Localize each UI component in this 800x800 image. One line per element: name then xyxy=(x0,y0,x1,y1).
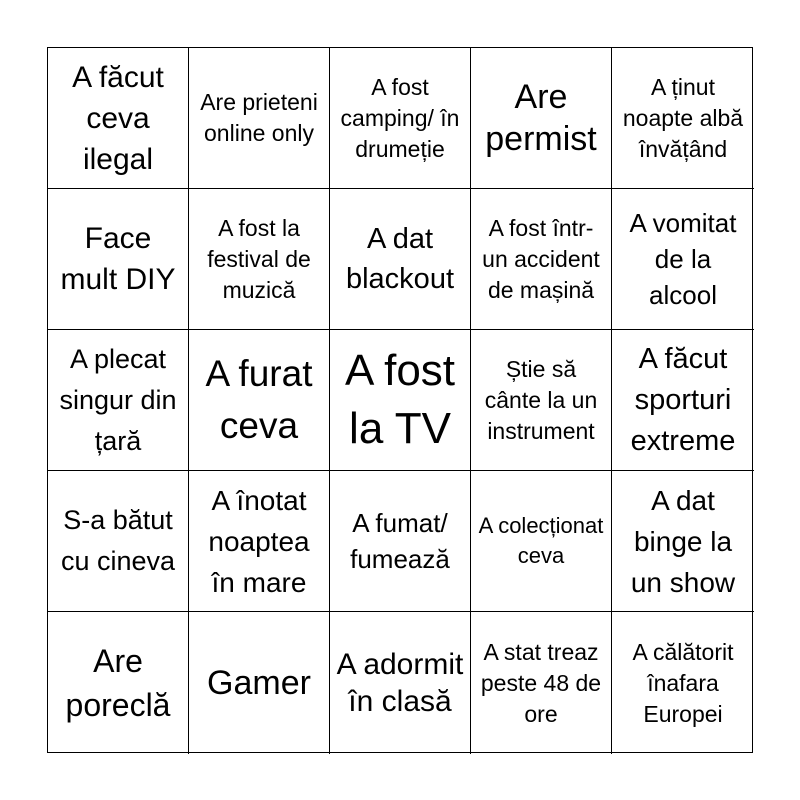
cell-text: A fost la festival de muzică xyxy=(207,214,311,303)
cell-text: Gamer xyxy=(207,664,311,702)
bingo-cell[interactable] xyxy=(189,48,330,189)
cell-text: Face mult DIY xyxy=(60,222,176,296)
cell-text: A fost camping/ în drumeție xyxy=(340,73,460,162)
cell-text: Știe să cânte la un instrument xyxy=(484,355,598,444)
cell-text: A făcut ceva ilegal xyxy=(72,60,164,176)
cell-text: A furat ceva xyxy=(205,353,313,446)
cell-text: A vomitat de la alcool xyxy=(629,208,737,310)
bingo-cell[interactable] xyxy=(189,471,330,612)
bingo-cell[interactable] xyxy=(612,48,754,189)
bingo-cell[interactable] xyxy=(330,48,471,189)
bingo-cell[interactable] xyxy=(471,330,612,471)
cell-text: A făcut sporturi extreme xyxy=(630,342,736,457)
bingo-cell[interactable] xyxy=(471,612,612,754)
cell-text: A stat treaz peste 48 de ore xyxy=(480,638,602,727)
cell-text: A fost într-un accident de mașină xyxy=(482,214,600,303)
bingo-cell[interactable] xyxy=(471,471,612,612)
cell-text: A fumat/ fumează xyxy=(350,508,450,574)
bingo-cell[interactable] xyxy=(189,330,330,471)
bingo-cell[interactable] xyxy=(612,330,754,471)
bingo-cell[interactable] xyxy=(330,612,471,754)
bingo-cell[interactable] xyxy=(48,612,189,754)
bingo-cell[interactable] xyxy=(612,189,754,330)
bingo-cell[interactable] xyxy=(471,48,612,189)
bingo-cell[interactable] xyxy=(330,189,471,330)
cell-text: S-a bătut cu cineva xyxy=(60,505,176,576)
bingo-card xyxy=(47,47,753,753)
bingo-cell[interactable] xyxy=(48,48,189,189)
bingo-cell[interactable] xyxy=(612,471,754,612)
cell-text: A fost la TV xyxy=(344,346,456,453)
bingo-cell[interactable] xyxy=(48,471,189,612)
cell-text: A dat blackout xyxy=(345,223,454,295)
bingo-cell[interactable] xyxy=(48,330,189,471)
cell-text: A ținut noapte albă învățând xyxy=(622,73,744,162)
cell-text: A plecat singur din țară xyxy=(59,343,177,456)
cell-text: A înotat noaptea în mare xyxy=(208,484,310,598)
bingo-cell[interactable] xyxy=(189,612,330,754)
bingo-cell[interactable] xyxy=(189,189,330,330)
cell-text: Are poreclă xyxy=(65,643,171,723)
cell-text: Are permist xyxy=(485,78,597,158)
cell-text: A călătorit înafara Europei xyxy=(632,638,734,727)
cell-text: A adormit în clasă xyxy=(336,648,464,718)
cell-text: Are prieteni online only xyxy=(200,89,318,146)
cell-text: A colecționat ceva xyxy=(478,513,604,568)
bingo-cell[interactable] xyxy=(48,189,189,330)
bingo-cell[interactable] xyxy=(330,471,471,612)
cell-text: A dat binge la un show xyxy=(630,484,736,598)
bingo-cell[interactable] xyxy=(471,189,612,330)
bingo-cell[interactable] xyxy=(330,330,471,471)
bingo-cell[interactable] xyxy=(612,612,754,754)
